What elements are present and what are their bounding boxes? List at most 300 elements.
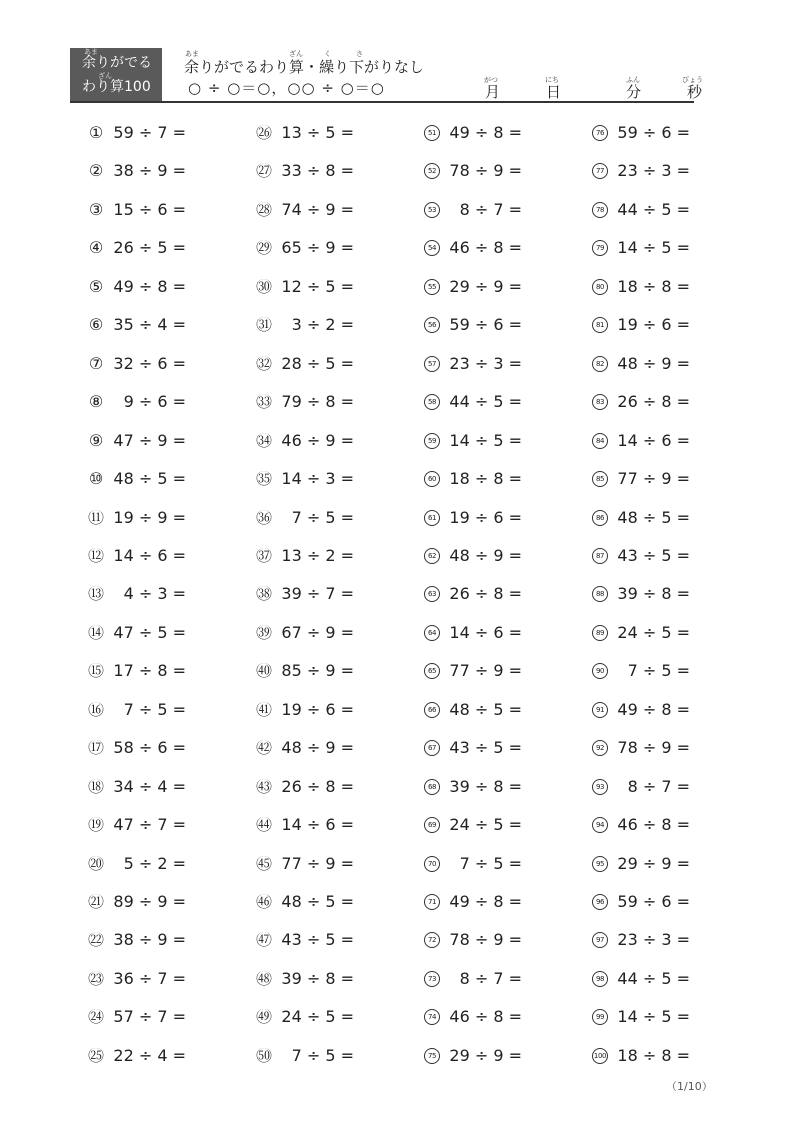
problem-item: [424, 928, 522, 952]
problem-number: 62: [424, 548, 440, 564]
problem-item: [88, 813, 186, 837]
problem-number: 94: [592, 817, 608, 833]
problem-number: ㉞: [256, 433, 272, 449]
problem-item: [592, 659, 690, 683]
problem-number: 98: [592, 971, 608, 987]
problem-item: [424, 467, 522, 491]
problem-item: [592, 582, 690, 606]
problem-expression: 78 ÷ 9 =: [449, 930, 522, 949]
problem-item: [256, 544, 354, 568]
problem-expression: 19 ÷ 6 =: [617, 315, 690, 334]
problem-item: [88, 736, 186, 760]
problem-item: [88, 1044, 186, 1068]
problem-item: [256, 698, 354, 722]
problem-number: 72: [424, 932, 440, 948]
problem-number: ㊼: [256, 932, 272, 948]
problem-number: ⑤: [88, 279, 104, 295]
problem-number: ㉑: [88, 894, 104, 910]
problem-item: [256, 313, 354, 337]
problem-item: [592, 429, 690, 453]
problem-expression: 13 ÷ 2 =: [281, 546, 354, 565]
second-ruby: びょう: [682, 76, 703, 84]
problem-number: 61: [424, 510, 440, 526]
problem-expression: 47 ÷ 5 =: [113, 623, 186, 642]
problem-expression: 14 ÷ 5 =: [449, 431, 522, 450]
problem-number: 64: [424, 625, 440, 641]
problem-expression: 48 ÷ 5 =: [617, 508, 690, 527]
problem-expression: 48 ÷ 5 =: [449, 700, 522, 719]
problem-number: 74: [424, 1009, 440, 1025]
problem-item: [256, 621, 354, 645]
problem-item: [424, 852, 522, 876]
problem-item: [256, 775, 354, 799]
problem-number: ㊵: [256, 663, 272, 679]
problem-number: ㊶: [256, 702, 272, 718]
problem-expression: 14 ÷ 5 =: [617, 238, 690, 257]
header-divider: [70, 101, 694, 103]
problem-expression: 67 ÷ 9 =: [281, 623, 354, 642]
page-counter: （1/10）: [666, 1080, 713, 1093]
problem-item: [424, 621, 522, 645]
problem-number: ㊲: [256, 548, 272, 564]
problem-number: 99: [592, 1009, 608, 1025]
problem-item: [592, 736, 690, 760]
problem-number: 60: [424, 471, 440, 487]
problem-item: [88, 121, 186, 145]
problem-expression: 12 ÷ 5 =: [281, 277, 354, 296]
problem-expression: 17 ÷ 8 =: [113, 661, 186, 680]
problem-number: ⑭: [88, 625, 104, 641]
problem-item: [256, 390, 354, 414]
problem-expression: 89 ÷ 9 =: [113, 892, 186, 911]
problem-expression: 77 ÷ 9 =: [281, 854, 354, 873]
title-ruby-ku: く: [324, 50, 331, 58]
problem-item: [592, 813, 690, 837]
problem-expression: 19 ÷ 6 =: [281, 700, 354, 719]
problem-number: 77: [592, 163, 608, 179]
problem-expression: 15 ÷ 6 =: [113, 200, 186, 219]
problem-number: ㉟: [256, 471, 272, 487]
problem-expression: 5 ÷ 2 =: [123, 854, 186, 873]
problem-expression: 9 ÷ 6 =: [123, 392, 186, 411]
problem-item: [88, 544, 186, 568]
problem-number: 96: [592, 894, 608, 910]
problem-expression: 43 ÷ 5 =: [617, 546, 690, 565]
problem-number: ㉛: [256, 317, 272, 333]
problem-expression: 59 ÷ 7 =: [113, 123, 186, 142]
problem-number: ㊹: [256, 817, 272, 833]
problem-item: [88, 775, 186, 799]
problem-expression: 36 ÷ 7 =: [113, 969, 186, 988]
problem-item: [592, 121, 690, 145]
problem-item: [88, 313, 186, 337]
problem-expression: 44 ÷ 5 =: [617, 200, 690, 219]
badge-ruby-ama: あま: [84, 48, 98, 56]
problem-expression: 46 ÷ 8 =: [449, 238, 522, 257]
problem-item: [424, 659, 522, 683]
problem-number: 56: [424, 317, 440, 333]
problem-item: [256, 928, 354, 952]
problem-item: [424, 506, 522, 530]
problem-item: [424, 1044, 522, 1068]
problem-expression: 23 ÷ 3 =: [617, 930, 690, 949]
problem-number: 82: [592, 356, 608, 372]
problem-item: [256, 1005, 354, 1029]
month-label: 月: [485, 83, 501, 101]
problem-item: [592, 236, 690, 260]
problem-expression: 34 ÷ 4 =: [113, 777, 186, 796]
problem-number: 68: [424, 779, 440, 795]
problem-item: [592, 775, 690, 799]
problem-expression: 38 ÷ 9 =: [113, 930, 186, 949]
problem-expression: 23 ÷ 3 =: [617, 161, 690, 180]
problem-number: 73: [424, 971, 440, 987]
problem-number: 76: [592, 125, 608, 141]
problem-item: [592, 698, 690, 722]
problem-expression: 38 ÷ 9 =: [113, 161, 186, 180]
problem-number: ㉜: [256, 356, 272, 372]
problem-item: [256, 198, 354, 222]
problem-expression: 48 ÷ 9 =: [281, 738, 354, 757]
problem-item: [88, 467, 186, 491]
problem-expression: 7 ÷ 5 =: [291, 508, 354, 527]
problem-expression: 79 ÷ 8 =: [281, 392, 354, 411]
problem-item: [88, 659, 186, 683]
problem-item: [592, 890, 690, 914]
problem-item: [424, 736, 522, 760]
problem-item: [592, 506, 690, 530]
problem-expression: 19 ÷ 9 =: [113, 508, 186, 527]
problem-number: ⑱: [88, 779, 104, 795]
problem-number: ⑬: [88, 586, 104, 602]
problem-expression: 78 ÷ 9 =: [617, 738, 690, 757]
problem-expression: 85 ÷ 9 =: [281, 661, 354, 680]
problem-item: [88, 506, 186, 530]
problem-expression: 48 ÷ 9 =: [617, 354, 690, 373]
problem-number: ㊷: [256, 740, 272, 756]
problem-number: ⑰: [88, 740, 104, 756]
problem-item: [256, 159, 354, 183]
problem-number: ㉚: [256, 279, 272, 295]
problem-item: [592, 1044, 690, 1068]
problem-expression: 39 ÷ 7 =: [281, 584, 354, 603]
problem-expression: 7 ÷ 5 =: [291, 1046, 354, 1065]
badge-line2: わり算100: [82, 79, 151, 95]
problem-number: 86: [592, 510, 608, 526]
problem-number: 52: [424, 163, 440, 179]
problem-item: [88, 582, 186, 606]
problem-number: 93: [592, 779, 608, 795]
problem-expression: 46 ÷ 8 =: [617, 815, 690, 834]
problem-expression: 33 ÷ 8 =: [281, 161, 354, 180]
problem-item: [592, 467, 690, 491]
problem-expression: 14 ÷ 5 =: [617, 1007, 690, 1026]
problem-item: [256, 813, 354, 837]
problem-number: ㉒: [88, 932, 104, 948]
problem-item: [424, 198, 522, 222]
problem-number: ㊿: [256, 1048, 272, 1064]
problem-expression: 7 ÷ 5 =: [627, 661, 690, 680]
problem-number: 69: [424, 817, 440, 833]
problem-item: [256, 659, 354, 683]
problem-expression: 47 ÷ 7 =: [113, 815, 186, 834]
problem-number: ①: [88, 125, 104, 141]
problem-expression: 13 ÷ 5 =: [281, 123, 354, 142]
problem-expression: 24 ÷ 5 =: [281, 1007, 354, 1026]
problem-expression: 26 ÷ 8 =: [281, 777, 354, 796]
problem-expression: 74 ÷ 9 =: [281, 200, 354, 219]
problem-item: [256, 1044, 354, 1068]
problem-number: 59: [424, 433, 440, 449]
problem-number: 80: [592, 279, 608, 295]
problem-expression: 24 ÷ 5 =: [617, 623, 690, 642]
day-ruby: にち: [545, 76, 559, 84]
problem-item: [88, 928, 186, 952]
problem-item: [88, 390, 186, 414]
problem-item: [424, 390, 522, 414]
problem-expression: 39 ÷ 8 =: [617, 584, 690, 603]
problem-number: ㉔: [88, 1009, 104, 1025]
problem-item: [256, 275, 354, 299]
problem-item: [424, 1005, 522, 1029]
problem-item: [88, 621, 186, 645]
problem-item: [424, 236, 522, 260]
problem-expression: 48 ÷ 5 =: [113, 469, 186, 488]
problem-number: ⑫: [88, 548, 104, 564]
problem-item: [256, 429, 354, 453]
problem-number: ㊳: [256, 586, 272, 602]
problem-number: 55: [424, 279, 440, 295]
problem-item: [424, 275, 522, 299]
problem-item: [88, 429, 186, 453]
problem-expression: 46 ÷ 8 =: [449, 1007, 522, 1026]
problem-expression: 48 ÷ 9 =: [449, 546, 522, 565]
title-badge: [70, 48, 162, 102]
problem-number: ⑧: [88, 394, 104, 410]
problem-expression: 29 ÷ 9 =: [449, 1046, 522, 1065]
problem-number: 63: [424, 586, 440, 602]
problem-item: [88, 890, 186, 914]
problem-number: ⑦: [88, 356, 104, 372]
problem-item: [592, 198, 690, 222]
problem-expression: 24 ÷ 5 =: [449, 815, 522, 834]
problem-number: 75: [424, 1048, 440, 1064]
problem-number: 87: [592, 548, 608, 564]
problem-expression: 46 ÷ 9 =: [281, 431, 354, 450]
problem-expression: 47 ÷ 9 =: [113, 431, 186, 450]
problem-number: ㉘: [256, 202, 272, 218]
problem-number: 58: [424, 394, 440, 410]
problem-item: [592, 313, 690, 337]
problem-item: [424, 313, 522, 337]
problem-number: 84: [592, 433, 608, 449]
problem-item: [256, 736, 354, 760]
problem-number: ㊺: [256, 856, 272, 872]
problem-expression: 18 ÷ 8 =: [449, 469, 522, 488]
badge-ruby-zan: ざん: [98, 72, 112, 80]
problem-number: 91: [592, 702, 608, 718]
problem-expression: 49 ÷ 8 =: [617, 700, 690, 719]
problem-item: [424, 775, 522, 799]
problem-expression: 43 ÷ 5 =: [449, 738, 522, 757]
problem-number: ㊻: [256, 894, 272, 910]
problem-expression: 32 ÷ 6 =: [113, 354, 186, 373]
problem-item: [592, 159, 690, 183]
month-ruby: がつ: [484, 76, 498, 84]
problem-number: ③: [88, 202, 104, 218]
problem-expression: 49 ÷ 8 =: [449, 892, 522, 911]
problem-number: 79: [592, 240, 608, 256]
problem-expression: 29 ÷ 9 =: [617, 854, 690, 873]
problem-item: [88, 967, 186, 991]
problem-expression: 78 ÷ 9 =: [449, 161, 522, 180]
problem-expression: 26 ÷ 8 =: [617, 392, 690, 411]
problem-number: ㊽: [256, 971, 272, 987]
problem-number: ㉝: [256, 394, 272, 410]
problem-expression: 77 ÷ 9 =: [449, 661, 522, 680]
problem-item: [256, 467, 354, 491]
problem-expression: 8 ÷ 7 =: [459, 200, 522, 219]
minute-ruby: ふん: [626, 76, 640, 84]
problem-expression: 14 ÷ 6 =: [449, 623, 522, 642]
problem-item: [424, 813, 522, 837]
problem-item: [424, 159, 522, 183]
problem-item: [256, 352, 354, 376]
problem-item: [424, 698, 522, 722]
problem-number: ⑩: [88, 471, 104, 487]
problem-number: ⑪: [88, 510, 104, 526]
problem-number: 51: [424, 125, 440, 141]
day-label: 日: [546, 83, 562, 101]
problem-expression: 26 ÷ 5 =: [113, 238, 186, 257]
problem-expression: 44 ÷ 5 =: [617, 969, 690, 988]
problem-item: [88, 698, 186, 722]
problem-item: [424, 544, 522, 568]
problem-item: [88, 1005, 186, 1029]
problem-item: [88, 352, 186, 376]
problem-expression: 14 ÷ 3 =: [281, 469, 354, 488]
problem-number: ⑯: [88, 702, 104, 718]
problem-item: [592, 967, 690, 991]
problem-number: 65: [424, 663, 440, 679]
problem-item: [256, 852, 354, 876]
problem-item: [256, 967, 354, 991]
problem-number: ㉕: [88, 1048, 104, 1064]
problem-expression: 39 ÷ 8 =: [449, 777, 522, 796]
problem-expression: 39 ÷ 8 =: [281, 969, 354, 988]
problem-item: [256, 582, 354, 606]
problem-item: [592, 928, 690, 952]
problem-expression: 18 ÷ 8 =: [617, 277, 690, 296]
problem-number: 81: [592, 317, 608, 333]
problem-item: [88, 275, 186, 299]
problem-expression: 22 ÷ 4 =: [113, 1046, 186, 1065]
problem-expression: 35 ÷ 4 =: [113, 315, 186, 334]
problem-number: 67: [424, 740, 440, 756]
problem-item: [88, 852, 186, 876]
problem-number: ⑳: [88, 856, 104, 872]
problem-expression: 18 ÷ 8 =: [617, 1046, 690, 1065]
problem-expression: 49 ÷ 8 =: [449, 123, 522, 142]
problem-expression: 14 ÷ 6 =: [113, 546, 186, 565]
problem-expression: 19 ÷ 6 =: [449, 508, 522, 527]
problem-expression: 65 ÷ 9 =: [281, 238, 354, 257]
problem-number: ㊴: [256, 625, 272, 641]
problem-item: [592, 544, 690, 568]
problem-number: 95: [592, 856, 608, 872]
problem-item: [424, 429, 522, 453]
problem-item: [424, 121, 522, 145]
problem-number: 88: [592, 586, 608, 602]
problem-number: ②: [88, 163, 104, 179]
problem-number: ㊸: [256, 779, 272, 795]
problem-expression: 48 ÷ 5 =: [281, 892, 354, 911]
problem-expression: 59 ÷ 6 =: [617, 123, 690, 142]
problem-expression: 7 ÷ 5 =: [123, 700, 186, 719]
problem-number: 71: [424, 894, 440, 910]
problem-item: [88, 236, 186, 260]
problem-expression: 29 ÷ 9 =: [449, 277, 522, 296]
minute-label: 分: [626, 83, 642, 101]
problem-item: [88, 159, 186, 183]
problem-number: ㉖: [256, 125, 272, 141]
problem-number: ㉓: [88, 971, 104, 987]
problem-item: [424, 582, 522, 606]
problem-number: ㊱: [256, 510, 272, 526]
problem-expression: 3 ÷ 2 =: [291, 315, 354, 334]
problem-expression: 43 ÷ 5 =: [281, 930, 354, 949]
problem-expression: 77 ÷ 9 =: [617, 469, 690, 488]
problem-expression: 59 ÷ 6 =: [617, 892, 690, 911]
problem-item: [592, 1005, 690, 1029]
problem-number: 54: [424, 240, 440, 256]
problem-item: [256, 506, 354, 530]
problem-number: 85: [592, 471, 608, 487]
problem-number: 97: [592, 932, 608, 948]
problem-number: ⑮: [88, 663, 104, 679]
problem-expression: 8 ÷ 7 =: [627, 777, 690, 796]
problem-expression: 49 ÷ 8 =: [113, 277, 186, 296]
problem-number: ⑨: [88, 433, 104, 449]
problem-expression: 14 ÷ 6 =: [281, 815, 354, 834]
problem-expression: 14 ÷ 6 =: [617, 431, 690, 450]
problem-expression: 4 ÷ 3 =: [123, 584, 186, 603]
problem-item: [256, 121, 354, 145]
problem-number: 70: [424, 856, 440, 872]
title-ruby-ama: あま: [185, 50, 199, 58]
problem-item: [424, 967, 522, 991]
title-ruby-zan: ざん: [289, 50, 303, 58]
problem-item: [424, 890, 522, 914]
problem-number: 89: [592, 625, 608, 641]
problem-number: ④: [88, 240, 104, 256]
problem-expression: 8 ÷ 7 =: [459, 969, 522, 988]
problem-item: [88, 198, 186, 222]
problem-number: ⑥: [88, 317, 104, 333]
problem-number: 92: [592, 740, 608, 756]
problem-item: [256, 236, 354, 260]
title-ruby-sa: さ: [356, 50, 363, 58]
problem-number: 66: [424, 702, 440, 718]
problem-number: 78: [592, 202, 608, 218]
problem-item: [592, 275, 690, 299]
problem-item: [256, 890, 354, 914]
problem-number: 90: [592, 663, 608, 679]
problem-number: ⑲: [88, 817, 104, 833]
problem-item: [592, 352, 690, 376]
problem-expression: 44 ÷ 5 =: [449, 392, 522, 411]
problem-item: [592, 390, 690, 414]
